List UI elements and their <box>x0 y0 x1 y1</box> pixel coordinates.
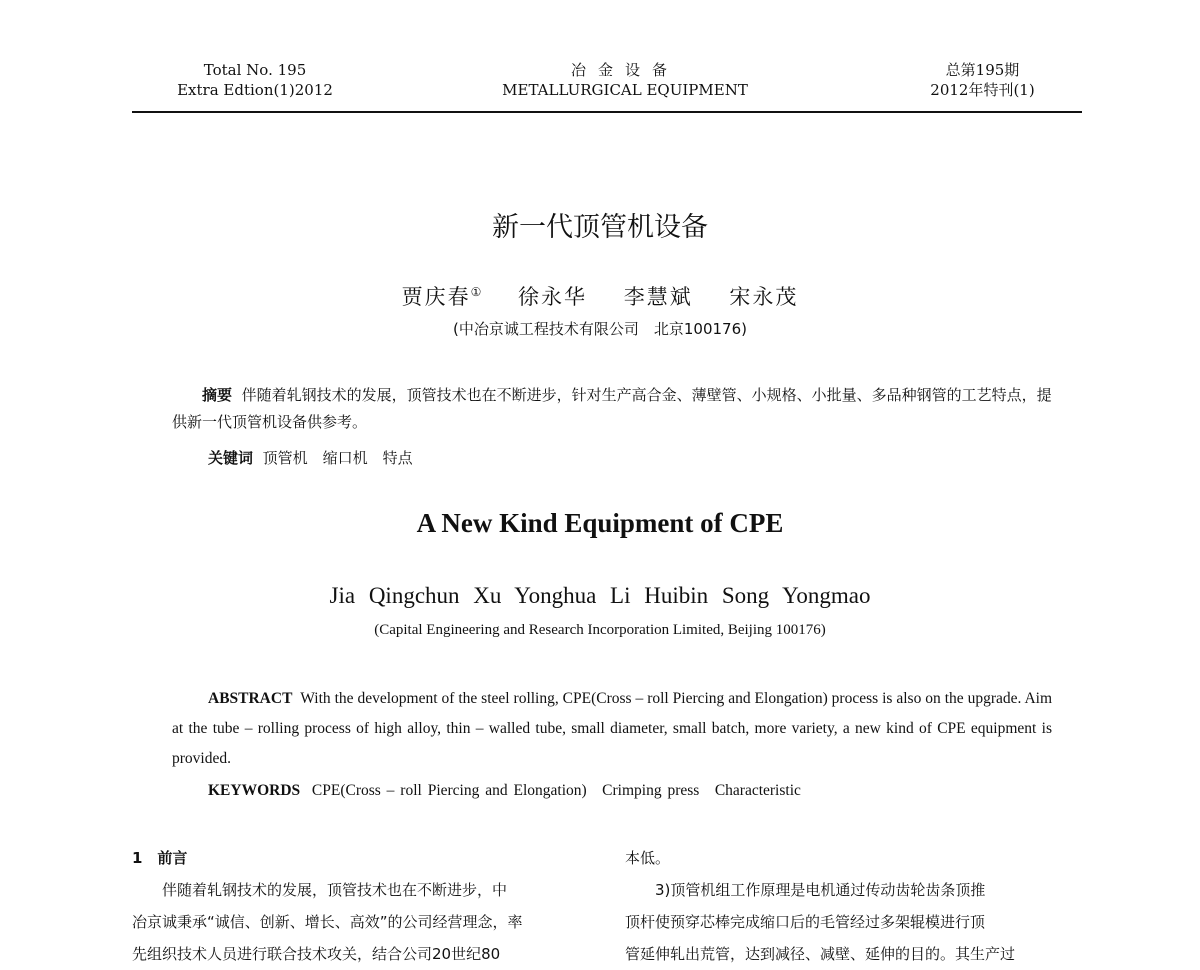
journal-name-en: METALLURGICAL EQUIPMENT <box>502 81 748 99</box>
header-right <box>890 60 1075 100</box>
keywords-cn-label: 关键词 <box>208 449 254 467</box>
body-line: 伴随着轧钢技术的发展，顶管技术也在不断进步，中 <box>162 881 508 899</box>
header-center <box>470 60 780 100</box>
abstract-cn-label: 摘要 <box>202 386 233 404</box>
body-column-right <box>625 842 1065 970</box>
abstract-cn <box>172 382 1052 436</box>
header-left <box>165 60 345 100</box>
title-cn: 新一代顶管机设备 <box>492 212 708 243</box>
keywords-en <box>172 777 1088 804</box>
other-authors-cn: 徐永华 李慧斌 宋永茂 <box>518 285 799 309</box>
abstract-cn-text: 伴随着轧钢技术的发展，顶管技术也在不断进步，针对生产高合金、薄壁管、小规格、小批量、多品种钢管的工艺特点，提供新一代顶管机设备供参考。 <box>172 386 1052 431</box>
keywords-cn-text: 顶管机 缩口机 特点 <box>262 449 413 467</box>
journal-issue-cn: 总第195期 <box>945 61 1020 79</box>
journal-edition-en: Extra Edtion(1)2012 <box>177 81 333 99</box>
section-heading: 1 前言 <box>132 849 188 867</box>
body-line: 顶杆使预穿芯棒完成缩口后的毛管经过多架辊模进行顶 <box>625 913 986 931</box>
affiliation-cn: (中冶京诚工程技术有限公司 北京100176) <box>453 320 747 338</box>
keywords-cn <box>172 445 1088 472</box>
authors-cn <box>0 281 1200 311</box>
author-footnote-mark: ① <box>470 285 482 299</box>
keywords-en-label: KEYWORDS <box>208 782 301 799</box>
affiliation-en: (Capital Engineering and Research Incorporation Limited, Beijing 100176) <box>374 622 826 638</box>
body-column-left <box>132 842 572 970</box>
title-en: A New Kind Equipment of CPE <box>416 508 784 538</box>
keywords-en-text: CPE(Cross – roll Piercing and Elongation) Crimping press Characteristic <box>311 782 801 799</box>
header-rule <box>132 111 1082 113</box>
abstract-en-label: ABSTRACT <box>208 690 293 707</box>
body-line: 3)顶管机组工作原理是电机通过传动齿轮齿条顶推 <box>655 881 986 899</box>
journal-name-cn: 冶金设备 <box>570 61 679 79</box>
body-line: 先组织技术人员进行联合技术攻关，结合公司20世纪80 <box>132 945 501 963</box>
first-author-cn: 贾庆春 <box>401 285 471 309</box>
journal-issue-en: Total No. 195 <box>203 61 307 79</box>
body-line: 冶京诚秉承“诚信、创新、增长、高效”的公司经营理念，率 <box>132 913 523 931</box>
abstract-en-text: With the development of the steel rolling, CPE(Cross – roll Piercing and Elongation) process is also on the upgrade. Aim at the tube – rolling process of high alloy, thin – walled tube, small diameter, small batch, more variety, a new kind of CPE equipment is provided. <box>172 690 1053 767</box>
body-line: 管延伸轧出荒管，达到减径、减壁、延伸的目的。其生产过 <box>625 945 1016 963</box>
authors-en: Jia Qingchun Xu Yonghua Li Huibin Song Yongmao <box>329 583 871 608</box>
journal-edition-cn: 2012年特刊(1) <box>930 81 1035 99</box>
abstract-en <box>172 684 1052 774</box>
body-line: 本低。 <box>625 849 671 867</box>
